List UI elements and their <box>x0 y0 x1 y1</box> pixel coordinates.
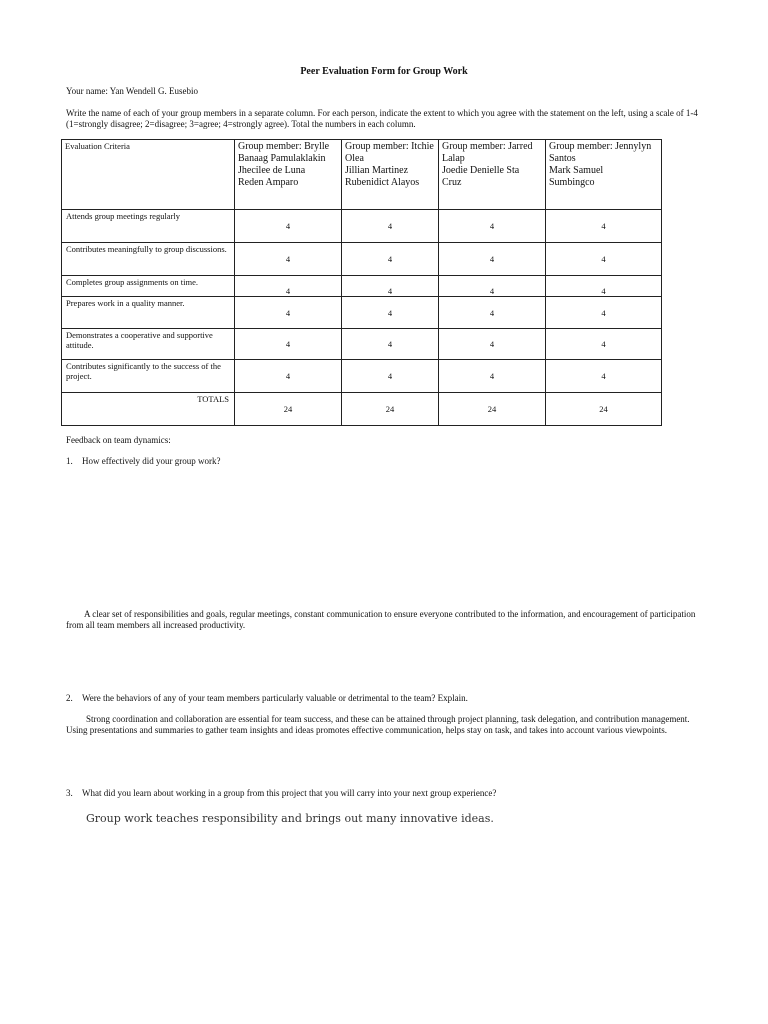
score-cell: 4 <box>546 210 662 243</box>
question-2 <box>66 693 468 704</box>
table-row <box>62 210 662 243</box>
total-cell: 24 <box>546 393 662 426</box>
answer-2: Strong coordination and collaboration are essential for team success, and these can be attained through project planning, task delegation, and contribution management. Using presentations and summaries to gather team insights and ideas promotes effective communication, helps stay on task, and takes into account various viewpoints. <box>66 714 690 735</box>
criterion-cell: Contributes significantly to the success of the project. <box>62 360 235 393</box>
score-cell: 4 <box>546 297 662 329</box>
score-cell: 4 <box>546 243 662 276</box>
member-line: Lalap <box>442 153 465 164</box>
member-line: Mark Samuel <box>549 165 604 176</box>
table-header-row <box>62 140 662 210</box>
table-row <box>62 276 662 297</box>
criterion-cell: Completes group assignments on time. <box>62 276 235 297</box>
score-cell: 4 <box>235 360 342 393</box>
member-column-1 <box>235 140 342 210</box>
score-cell: 4 <box>546 360 662 393</box>
score-cell: 4 <box>546 276 662 297</box>
score-cell: 4 <box>235 210 342 243</box>
member-line: Rubenidict Alayos <box>345 177 420 188</box>
criterion-cell: Attends group meetings regularly <box>62 210 235 243</box>
question-text: How effectively did your group work? <box>82 456 221 466</box>
criterion-cell: Prepares work in a quality manner. <box>62 297 235 329</box>
total-cell: 24 <box>235 393 342 426</box>
your-name: Your name: Yan Wendell G. Eusebio <box>66 86 198 96</box>
question-3 <box>66 788 496 799</box>
instructions: Write the name of each of your group members in a separate column. For each person, indicate the extent to which you agree with the statement on the left, using a scale of 1-4 (1=strongly disagree; 2=disagree; 3=agree; 4=strongly agree). Total the numbers in each column. <box>66 108 698 129</box>
member-line: Olea <box>345 153 364 164</box>
table-row <box>62 360 662 393</box>
member-line: Group member: Itchie <box>345 141 434 152</box>
member-line: Reden Amparo <box>238 177 299 188</box>
member-line: Joedie Denielle Sta <box>442 165 520 176</box>
score-cell: 4 <box>439 360 546 393</box>
score-cell: 4 <box>439 210 546 243</box>
member-column-4 <box>546 140 662 210</box>
totals-label: TOTALS <box>62 393 235 426</box>
score-cell: 4 <box>342 360 439 393</box>
member-line: Santos <box>549 153 576 164</box>
score-cell: 4 <box>342 276 439 297</box>
score-cell: 4 <box>439 276 546 297</box>
answer-3: Group work teaches responsibility and brings out many innovative ideas. <box>86 812 494 825</box>
criterion-cell: Demonstrates a cooperative and supportive attitude. <box>62 329 235 360</box>
score-cell: 4 <box>342 297 439 329</box>
member-line: Group member: Jennylyn <box>549 141 652 152</box>
question-number: 3. <box>66 788 73 798</box>
answer-1: A clear set of responsibilities and goals, regular meetings, constant communication to ensure everyone contributed to the information, and encouragement of participation from all team members all increased productivity. <box>66 609 696 630</box>
member-line: Jhecilee de Luna <box>238 165 306 176</box>
score-cell: 4 <box>235 243 342 276</box>
member-line: Jillian Martinez <box>345 165 409 176</box>
member-line: Group member: Brylle <box>238 141 330 152</box>
score-cell: 4 <box>546 329 662 360</box>
feedback-heading: Feedback on team dynamics: <box>66 435 171 445</box>
totals-row <box>62 393 662 426</box>
score-cell: 4 <box>439 329 546 360</box>
member-column-3 <box>439 140 546 210</box>
member-line: Sumbingco <box>549 177 595 188</box>
question-1 <box>66 456 221 467</box>
form-title: Peer Evaluation Form for Group Work <box>300 66 468 77</box>
question-number: 2. <box>66 693 73 703</box>
question-text: What did you learn about working in a group from this project that you will carry into your next group experience? <box>82 788 497 798</box>
member-line: Cruz <box>442 177 462 188</box>
score-cell: 4 <box>235 329 342 360</box>
score-cell: 4 <box>342 210 439 243</box>
score-cell: 4 <box>439 297 546 329</box>
table-row <box>62 297 662 329</box>
total-cell: 24 <box>342 393 439 426</box>
question-text: Were the behaviors of any of your team members particularly valuable or detrimental to the team? Explain. <box>82 693 468 703</box>
table-row <box>62 243 662 276</box>
score-cell: 4 <box>342 329 439 360</box>
member-line: Group member: Jarred <box>442 141 533 152</box>
score-cell: 4 <box>439 243 546 276</box>
score-cell: 4 <box>235 297 342 329</box>
member-column-2 <box>342 140 439 210</box>
table-row <box>62 329 662 360</box>
score-cell: 4 <box>342 243 439 276</box>
member-line: Banaag Pamulaklakin <box>238 153 326 164</box>
criteria-header: Evaluation Criteria <box>62 140 235 210</box>
question-number: 1. <box>66 456 73 466</box>
total-cell: 24 <box>439 393 546 426</box>
evaluation-table <box>61 139 662 426</box>
criterion-cell: Contributes meaningfully to group discussions. <box>62 243 235 276</box>
score-cell: 4 <box>235 276 342 297</box>
